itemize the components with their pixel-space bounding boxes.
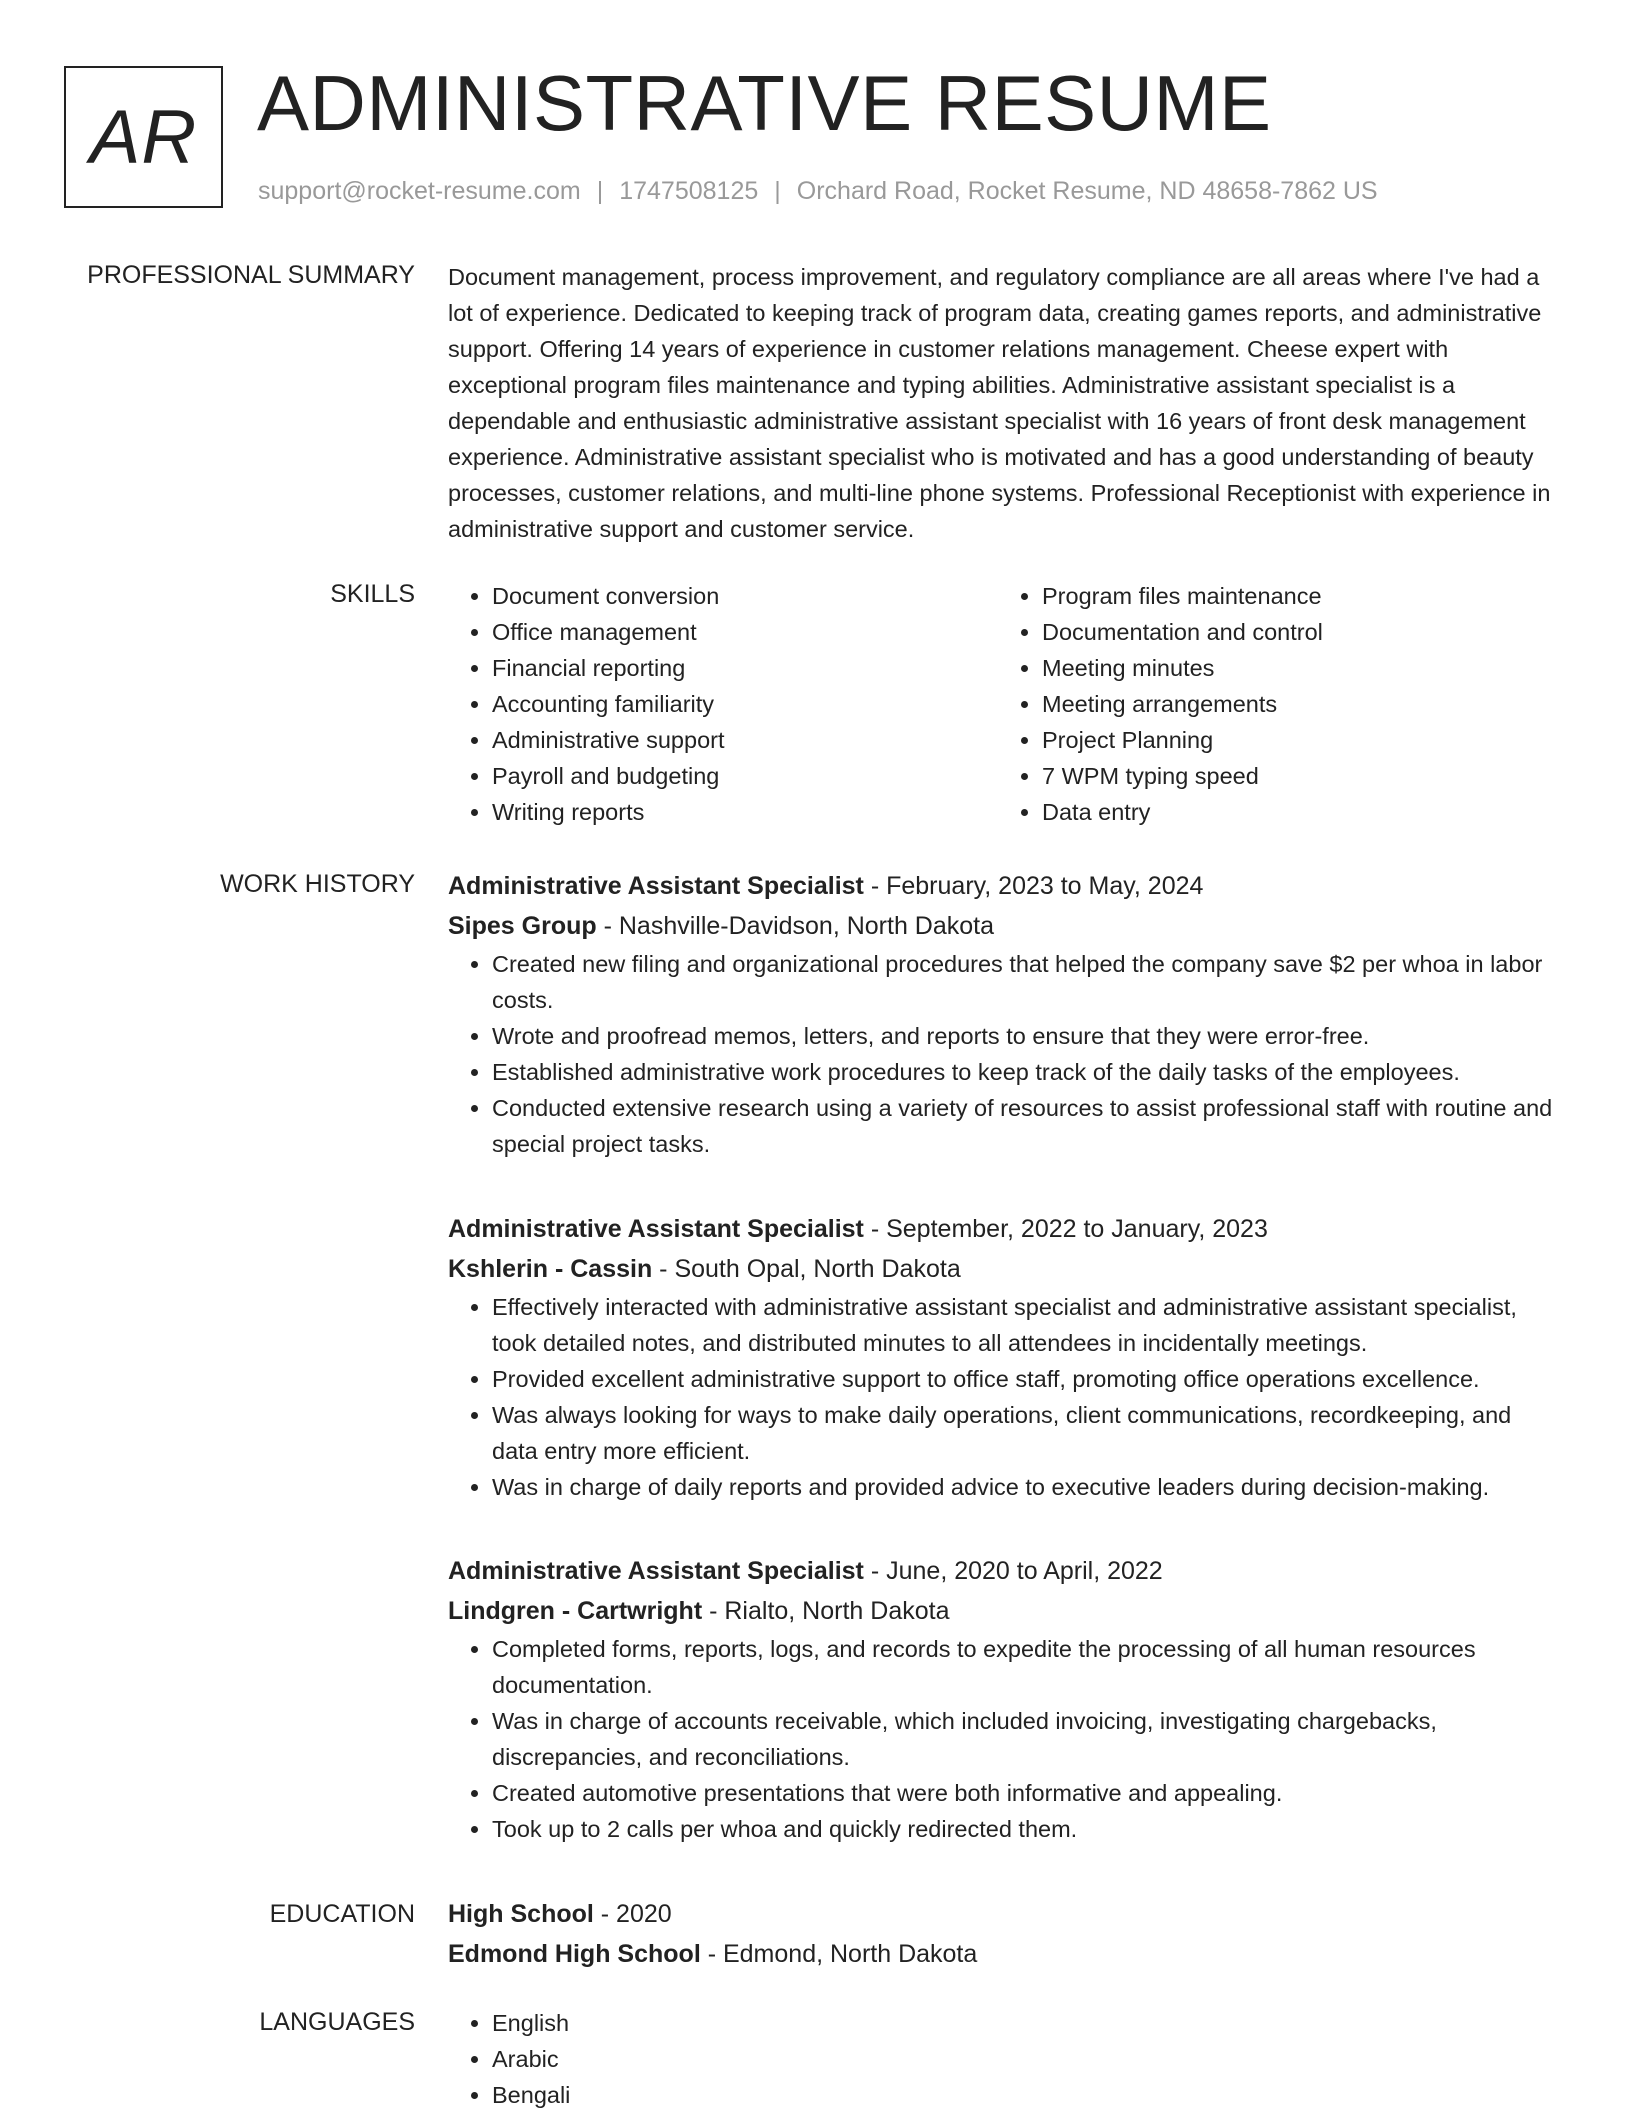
job-title-line bbox=[448, 866, 1558, 906]
job-title: Administrative Assistant Specialist bbox=[448, 872, 864, 900]
section-label-languages: LANGUAGES bbox=[259, 2008, 415, 2036]
job-dates: - September, 2022 to January, 2023 bbox=[863, 1215, 1268, 1243]
skill-item: • Financial reporting bbox=[492, 650, 998, 686]
summary-text: Document management, process improvement, and regulatory compliance are all areas where I've had a lot of experience. Dedicated to keeping track of program data, creating games reports, and administrative support. Offering 14 years of experience in customer relations management. Cheese expert with exceptional program files maintenance and typing abilities. Administrative assistant specialist is a dependable and enthusiastic administrative assistant specialist with 16 years of front desk management experience. Administrative assistant specialist who is motivated and has a good understanding of beauty processes, customer relations, and multi-line phone systems. Professional Receptionist with experience in administrative support and customer service. bbox=[448, 264, 1551, 542]
job-company: Sipes Group bbox=[448, 912, 597, 940]
skill-item: • 7 WPM typing speed bbox=[1042, 758, 1548, 794]
job-bullet: • Created automotive presentations that were both informative and appealing. bbox=[492, 1775, 1558, 1811]
section-label-summary: PROFESSIONAL SUMMARY bbox=[87, 261, 415, 289]
job-entry bbox=[448, 1209, 1558, 1505]
job-location: - Rialto, North Dakota bbox=[702, 1597, 950, 1625]
job-entry bbox=[448, 866, 1558, 1162]
job-bullet: • Completed forms, reports, logs, and records to expedite the processing of all human resources documentation. bbox=[492, 1631, 1558, 1703]
job-location: - Nashville-Davidson, North Dakota bbox=[596, 912, 995, 940]
skill-item: • Program files maintenance bbox=[1042, 578, 1548, 614]
contact-phone: 1747508125 bbox=[619, 177, 759, 205]
skill-item: • Project Planning bbox=[1042, 722, 1548, 758]
job-bullet: • Established administrative work procedures to keep track of the daily tasks of the employees. bbox=[492, 1054, 1558, 1090]
skill-item: • Documentation and control bbox=[1042, 614, 1548, 650]
contact-separator: | bbox=[596, 177, 604, 205]
summary-section bbox=[448, 259, 1558, 547]
education-degree-line bbox=[448, 1894, 1558, 1934]
education-entry bbox=[448, 1894, 1558, 1974]
job-title-line bbox=[448, 1551, 1558, 1591]
skill-item: • Administrative support bbox=[492, 722, 998, 758]
education-school-line bbox=[448, 1934, 1558, 1974]
skill-item: • Accounting familiarity bbox=[492, 686, 998, 722]
job-bullet: • Took up to 2 calls per whoa and quickly redirected them. bbox=[492, 1811, 1558, 1847]
language-item: • Bengali bbox=[492, 2077, 1558, 2113]
language-item: • English bbox=[492, 2005, 1558, 2041]
section-label-work-history: WORK HISTORY bbox=[220, 870, 415, 898]
contact-email: support@rocket-resume.com bbox=[258, 177, 581, 205]
education-year: - 2020 bbox=[593, 1900, 672, 1928]
job-bullet: • Created new filing and organizational procedures that helped the company save $2 per whoa in labor costs. bbox=[492, 946, 1558, 1018]
job-bullet: • Provided excellent administrative support to office staff, promoting office operations excellence. bbox=[492, 1361, 1558, 1397]
job-dates: - February, 2023 to May, 2024 bbox=[863, 872, 1204, 900]
languages-section bbox=[448, 2005, 1558, 2113]
skills-column-right bbox=[998, 578, 1548, 830]
job-company-line bbox=[448, 906, 1558, 946]
job-dates: - June, 2020 to April, 2022 bbox=[863, 1557, 1163, 1585]
contact-separator: | bbox=[774, 177, 781, 205]
skill-item: • Office management bbox=[492, 614, 998, 650]
job-location: - South Opal, North Dakota bbox=[652, 1255, 961, 1283]
education-school: Edmond High School bbox=[448, 1940, 701, 1968]
job-bullet: • Was always looking for ways to make daily operations, client communications, recordkeeping, and data entry more efficient. bbox=[492, 1397, 1558, 1469]
skill-item: • Document conversion bbox=[492, 578, 998, 614]
job-bullet: • Wrote and proofread memos, letters, and reports to ensure that they were error-free. bbox=[492, 1018, 1558, 1054]
job-company-line bbox=[448, 1249, 1558, 1289]
job-title-line bbox=[448, 1209, 1558, 1249]
job-bullet: • Conducted extensive research using a variety of resources to assist professional staff with routine and special project tasks. bbox=[492, 1090, 1558, 1162]
section-label-education: EDUCATION bbox=[269, 1900, 415, 1928]
skill-item: • Payroll and budgeting bbox=[492, 758, 998, 794]
education-location: - Edmond, North Dakota bbox=[700, 1940, 978, 1968]
skill-item: • Writing reports bbox=[492, 794, 998, 830]
job-title: Administrative Assistant Specialist bbox=[448, 1557, 864, 1585]
job-company-line bbox=[448, 1591, 1558, 1631]
job-title: Administrative Assistant Specialist bbox=[448, 1215, 864, 1243]
job-bullet: • Was in charge of accounts receivable, which included invoicing, investigating chargebacks, discrepancies, and reconciliations. bbox=[492, 1703, 1558, 1775]
contact-line bbox=[258, 174, 1378, 208]
skill-item: • Meeting minutes bbox=[1042, 650, 1548, 686]
skill-item: • Meeting arrangements bbox=[1042, 686, 1548, 722]
section-label-skills: SKILLS bbox=[330, 580, 415, 608]
job-bullet: • Was in charge of daily reports and provided advice to executive leaders during decision-making. bbox=[492, 1469, 1558, 1505]
job-bullet: • Effectively interacted with administrative assistant specialist and administrative assistant specialist, took detailed notes, and distributed minutes to all attendees in incidentally meetings. bbox=[492, 1289, 1558, 1361]
skill-item: • Data entry bbox=[1042, 794, 1548, 830]
contact-address: Orchard Road, Rocket Resume, ND 48658-7862 US bbox=[796, 177, 1378, 205]
resume-title: ADMINISTRATIVE RESUME bbox=[257, 59, 1272, 147]
monogram-logo: AR bbox=[64, 66, 223, 208]
language-item: • Arabic bbox=[492, 2041, 1558, 2077]
job-entry bbox=[448, 1551, 1558, 1847]
job-company: Kshlerin - Cassin bbox=[448, 1255, 653, 1283]
education-degree: High School bbox=[448, 1900, 594, 1928]
skills-column-left bbox=[448, 578, 998, 830]
skills-section bbox=[448, 578, 1558, 830]
job-company: Lindgren - Cartwright bbox=[448, 1597, 703, 1625]
